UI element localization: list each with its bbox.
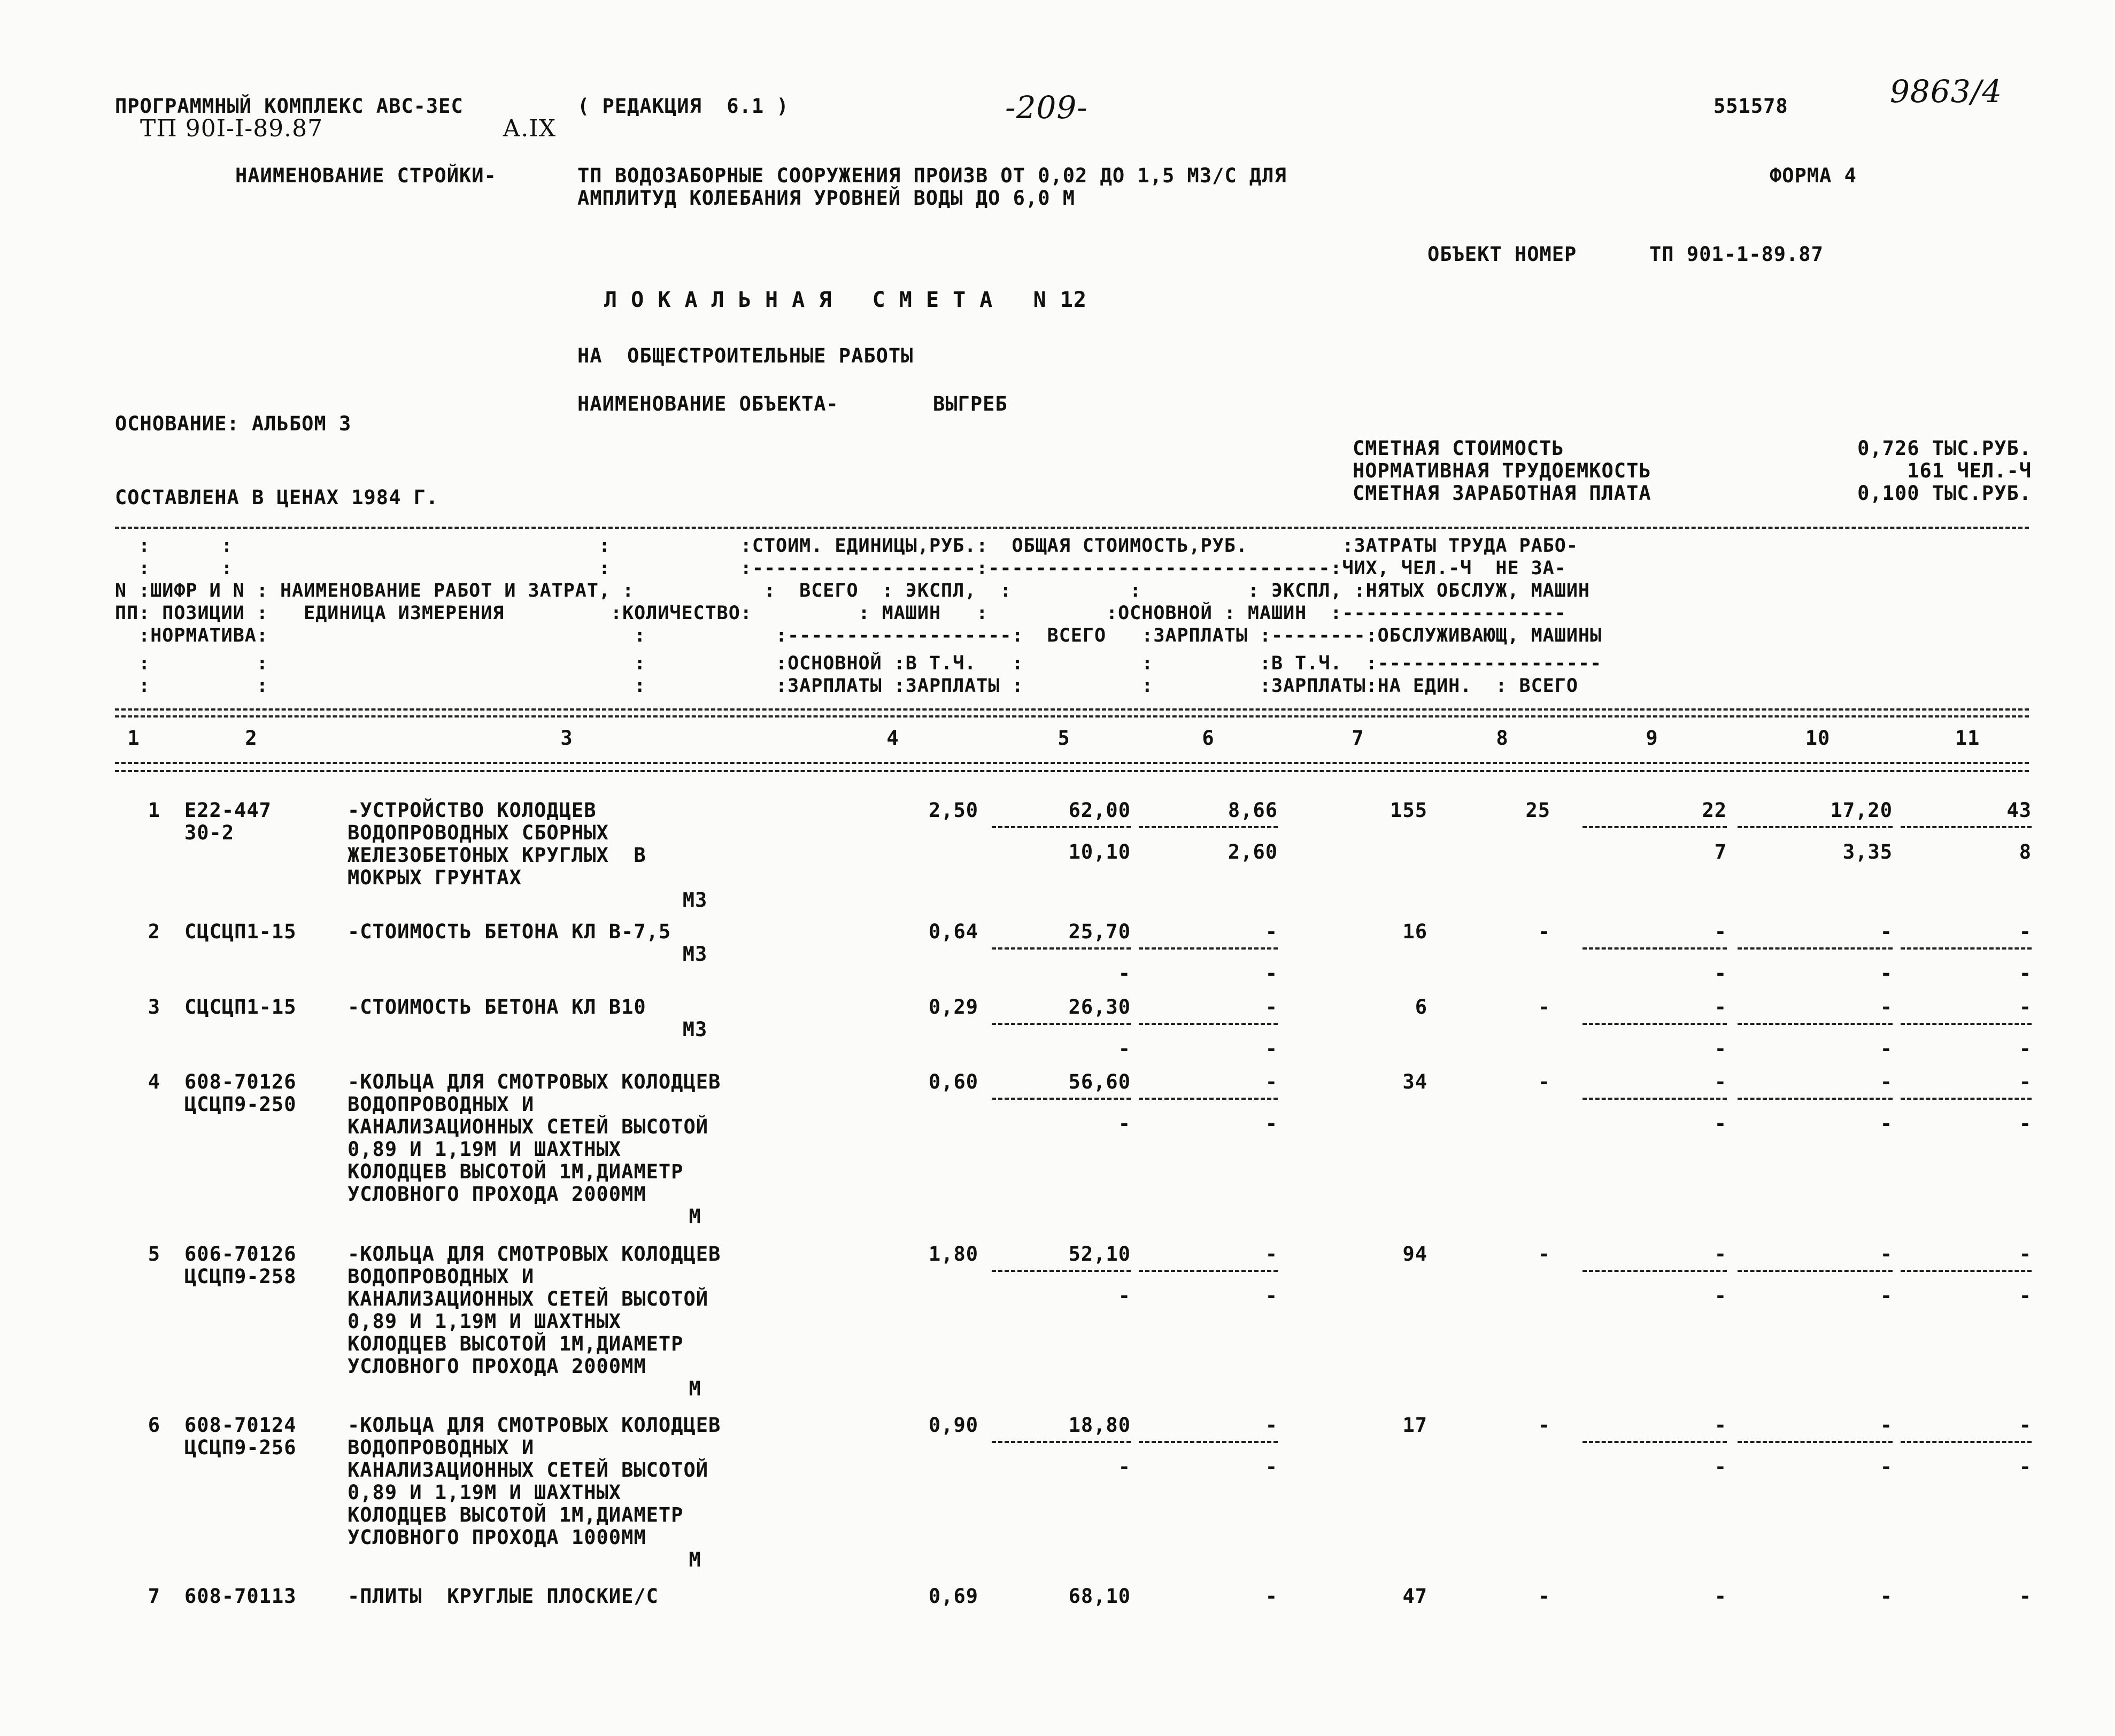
object-name: ВЫГРЕБ	[933, 392, 1008, 415]
work-name-line: МОКРЫХ ГРУНТАХ	[348, 866, 522, 889]
column-number: 6	[1202, 727, 1215, 750]
qty-value: 1,80	[928, 1243, 978, 1266]
summary-label: СМЕТНАЯ СТОИМОСТЬ	[1353, 437, 1564, 460]
fraction-rule	[1901, 1270, 2032, 1272]
position-code: СЦСЦП1-15	[184, 996, 297, 1019]
fraction-rule	[1583, 1441, 1727, 1443]
construction-label: НАИМЕНОВАНИЕ СТРОЙКИ-	[235, 164, 497, 187]
document-subtitle: НА ОБЩЕСТРОИТЕЛЬНЫЕ РАБОТЫ	[577, 344, 914, 367]
fraction-rule	[1583, 1098, 1727, 1100]
column-number: 1	[127, 727, 140, 750]
labor-total-value: -	[2019, 1585, 2032, 1608]
header-rule	[115, 708, 2029, 711]
position-code: 608-70113	[184, 1585, 297, 1608]
unit-mach-value: -	[1265, 1585, 1278, 1608]
unit-mach-value: 8,66	[1228, 799, 1278, 822]
row-number: 7	[148, 1585, 160, 1608]
labor-total-value: -	[2019, 1070, 2032, 1093]
fraction-rule	[1139, 1098, 1278, 1100]
unit-total-value: 26,30	[1068, 996, 1131, 1019]
fraction-rule	[992, 1098, 1131, 1100]
unit-total-value: 62,00	[1068, 799, 1131, 822]
unit-of-measure: М3	[682, 943, 708, 966]
header-line: N :ШИФР И N : НАИМЕНОВАНИЕ РАБОТ И ЗАТРАТ, : : ВСЕГО : ЭКСПЛ, : : : ЭКСПЛ, :НЯТЫХ ОБСЛУЖ, МАШИН	[115, 580, 1590, 601]
unit-wage-value: 10,10	[1068, 840, 1131, 863]
mach-wage-value: -	[1714, 1284, 1727, 1307]
wage-value: -	[1538, 920, 1550, 943]
total-value: 6	[1415, 996, 1427, 1019]
form-label: ФОРМА 4	[1770, 164, 1857, 187]
construction-line2: АМПЛИТУД КОЛЕБАНИЯ УРОВНЕЙ ВОДЫ ДО 6,0 М	[577, 187, 1076, 210]
work-name-line: УСЛОВНОГО ПРОХОДА 2000ММ	[348, 1183, 646, 1206]
fraction-rule	[992, 1441, 1131, 1443]
labor-total2-value: -	[2019, 1455, 2032, 1478]
position-code: 608-70126	[184, 1070, 297, 1093]
labor-unit-value: 17,20	[1830, 799, 1893, 822]
column-number: 9	[1646, 727, 1658, 750]
total-value: 34	[1402, 1070, 1427, 1093]
mach-value: -	[1714, 1414, 1727, 1437]
unit-of-measure: М3	[682, 889, 708, 912]
labor-total2-value: 8	[2019, 840, 2032, 863]
row-number: 4	[148, 1070, 160, 1093]
qty-value: 0,90	[928, 1414, 978, 1437]
object-label: ОБЪЕКТ НОМЕР	[1427, 243, 1577, 266]
position-code: 606-70126	[184, 1243, 297, 1266]
labor-total2-value: -	[2019, 962, 2032, 985]
total-value: 17	[1402, 1414, 1427, 1437]
mach-value: -	[1714, 1585, 1727, 1608]
labor-unit2-value: -	[1880, 962, 1893, 985]
work-name-line: -КОЛЬЦА ДЛЯ СМОТРОВЫХ КОЛОДЦЕВ	[348, 1070, 721, 1093]
total-value: 16	[1402, 920, 1427, 943]
columns-rule	[115, 770, 2029, 772]
qty-value: 2,50	[928, 799, 978, 822]
prices-basis: СОСТАВЛЕНА В ЦЕНАХ 1984 Г.	[115, 486, 439, 509]
column-number: 7	[1352, 727, 1364, 750]
unit-mach-wage-value: -	[1265, 1112, 1278, 1135]
fraction-rule	[1139, 1023, 1278, 1025]
fraction-rule	[1583, 826, 1727, 828]
fraction-rule	[1139, 947, 1278, 950]
position-code: 30-2	[184, 821, 235, 844]
labor-total-value: -	[2019, 996, 2032, 1019]
row-number: 5	[148, 1243, 160, 1266]
header-line: : : : :ЗАРПЛАТЫ :ЗАРПЛАТЫ : : :ЗАРПЛАТЫ:НА ЕДИН. : ВСЕГО	[115, 675, 1578, 697]
unit-mach-value: -	[1265, 1243, 1278, 1266]
unit-wage-value: -	[1118, 962, 1131, 985]
document-title: Л О К А Л Ь Н А Я С М Е Т А N 12	[604, 288, 1087, 312]
unit-total-value: 68,10	[1068, 1585, 1131, 1608]
fraction-rule	[992, 1270, 1131, 1272]
unit-wage-value: -	[1118, 1284, 1131, 1307]
wage-value: -	[1538, 996, 1550, 1019]
unit-mach-value: -	[1265, 1414, 1278, 1437]
unit-of-measure: М3	[682, 1018, 708, 1041]
object-number: ТП 901-1-89.87	[1649, 243, 1824, 266]
fraction-rule	[1738, 947, 1893, 950]
row-number: 3	[148, 996, 160, 1019]
total-value: 47	[1402, 1585, 1427, 1608]
mach-wage-value: -	[1714, 1112, 1727, 1135]
work-name-line: КАНАЛИЗАЦИОННЫХ СЕТЕЙ ВЫСОТОЙ	[348, 1287, 709, 1310]
labor-unit2-value: 3,35	[1842, 840, 1893, 863]
wage-value: -	[1538, 1414, 1550, 1437]
unit-wage-value: -	[1118, 1455, 1131, 1478]
mach-wage-value: -	[1714, 1455, 1727, 1478]
unit-mach-wage-value: -	[1265, 1455, 1278, 1478]
position-code: ЦСЦП9-250	[184, 1093, 297, 1116]
unit-total-value: 56,60	[1068, 1070, 1131, 1093]
position-code: ЦСЦП9-256	[184, 1436, 297, 1459]
labor-total-value: -	[2019, 1414, 2032, 1437]
work-name-line: КАНАЛИЗАЦИОННЫХ СЕТЕЙ ВЫСОТОЙ	[348, 1459, 709, 1482]
sheet-ref: 9863/4	[1890, 73, 2003, 110]
row-number: 2	[148, 920, 160, 943]
album-ref: А.IX	[503, 115, 557, 142]
header-line: : : : :ОСНОВНОЙ :В Т.Ч. : : :В Т.Ч. :-------------------	[115, 653, 1602, 674]
labor-unit2-value: -	[1880, 1037, 1893, 1060]
position-code: Е22-447	[184, 799, 272, 822]
unit-mach-value: -	[1265, 996, 1278, 1019]
mach-value: -	[1714, 1243, 1727, 1266]
labor-total2-value: -	[2019, 1112, 2032, 1135]
fraction-rule	[1901, 1441, 2032, 1443]
work-name-line: -СТОИМОСТЬ БЕТОНА КЛ В10	[348, 996, 646, 1019]
fraction-rule	[1901, 826, 2032, 828]
unit-wage-value: -	[1118, 1037, 1131, 1060]
total-value: 94	[1402, 1243, 1427, 1266]
fraction-rule	[1738, 1441, 1893, 1443]
program-line1: ПРОГРАММНЫЙ КОМПЛЕКС АВС-3ЕС	[115, 95, 464, 118]
column-number: 5	[1058, 727, 1070, 750]
mach-value: -	[1714, 1070, 1727, 1093]
construction-line1: ТП ВОДОЗАБОРНЫЕ СООРУЖЕНИЯ ПРОИЗВ ОТ 0,02 ДО 1,5 М3/С ДЛЯ	[577, 164, 1287, 187]
unit-mach-value: -	[1265, 920, 1278, 943]
fraction-rule	[1139, 1441, 1278, 1443]
fraction-rule	[1738, 1270, 1893, 1272]
work-name-line: КОЛОДЦЕВ ВЫСОТОЙ 1М,ДИАМЕТР	[348, 1160, 684, 1183]
work-name-line: КОЛОДЦЕВ ВЫСОТОЙ 1М,ДИАМЕТР	[348, 1332, 684, 1355]
work-name-line: -УСТРОЙСТВО КОЛОДЦЕВ	[348, 799, 597, 822]
fraction-rule	[992, 826, 1131, 828]
unit-total-value: 52,10	[1068, 1243, 1131, 1266]
fraction-rule	[1583, 1270, 1727, 1272]
mach-value: 22	[1702, 799, 1727, 822]
unit-mach-wage-value: 2,60	[1228, 840, 1278, 863]
fraction-rule	[1738, 1098, 1893, 1100]
fraction-rule	[1901, 947, 2032, 950]
fraction-rule	[1738, 1023, 1893, 1025]
row-number: 1	[148, 799, 160, 822]
fraction-rule	[1901, 1098, 2032, 1100]
column-number: 8	[1496, 727, 1509, 750]
qty-value: 0,29	[928, 996, 978, 1019]
work-name-line: -КОЛЬЦА ДЛЯ СМОТРОВЫХ КОЛОДЦЕВ	[348, 1414, 721, 1437]
columns-rule	[115, 762, 2029, 764]
fraction-rule	[1139, 1270, 1278, 1272]
wage-value: -	[1538, 1070, 1550, 1093]
header-rule	[115, 715, 2029, 717]
work-name-line: ВОДОПРОВОДНЫХ И	[348, 1093, 535, 1116]
unit-mach-wage-value: -	[1265, 962, 1278, 985]
mach-wage-value: 7	[1714, 840, 1727, 863]
header-line: : : : :СТОИМ. ЕДИНИЦЫ,РУБ.: ОБЩАЯ СТОИМОСТЬ,РУБ. :ЗАТРАТЫ ТРУДА РАБО-	[115, 535, 1578, 557]
work-name-line: 0,89 И 1,19М И ШАХТНЫХ	[348, 1310, 622, 1333]
summary-label: НОРМАТИВНАЯ ТРУДОЕМКОСТЬ	[1353, 459, 1651, 482]
work-name-line: УСЛОВНОГО ПРОХОДА 2000ММ	[348, 1355, 646, 1378]
unit-total-value: 18,80	[1068, 1414, 1131, 1437]
qty-value: 0,69	[928, 1585, 978, 1608]
work-name-line: ВОДОПРОВОДНЫХ И	[348, 1265, 535, 1288]
row-number: 6	[148, 1414, 160, 1437]
unit-of-measure: М	[689, 1548, 701, 1571]
column-number: 2	[245, 727, 258, 750]
work-name-line: -КОЛЬЦА ДЛЯ СМОТРОВЫХ КОЛОДЦЕВ	[348, 1243, 721, 1266]
work-name-line: -ПЛИТЫ КРУГЛЫЕ ПЛОСКИЕ/С	[348, 1585, 659, 1608]
table-top-rule	[115, 527, 2029, 529]
edition: ( РЕДАКЦИЯ 6.1 )	[577, 95, 789, 118]
position-code: ЦСЦП9-258	[184, 1265, 297, 1288]
total-value: 155	[1390, 799, 1427, 822]
fraction-rule	[1139, 826, 1278, 828]
basis: ОСНОВАНИЕ: АЛЬБОМ 3	[115, 412, 352, 435]
labor-unit2-value: -	[1880, 1455, 1893, 1478]
unit-total-value: 25,70	[1068, 920, 1131, 943]
unit-of-measure: М	[689, 1377, 701, 1400]
fraction-rule	[1583, 1023, 1727, 1025]
object-name-label: НАИМЕНОВАНИЕ ОБЪЕКТА-	[577, 392, 839, 415]
fraction-rule	[1583, 947, 1727, 950]
column-number: 10	[1805, 727, 1831, 750]
work-name-line: КАНАЛИЗАЦИОННЫХ СЕТЕЙ ВЫСОТОЙ	[348, 1115, 709, 1138]
mach-wage-value: -	[1714, 1037, 1727, 1060]
page-number: -209-	[1005, 89, 1088, 126]
position-code: СЦСЦП1-15	[184, 920, 297, 943]
labor-unit-value: -	[1880, 1585, 1893, 1608]
labor-unit-value: -	[1880, 1070, 1893, 1093]
work-name-line: 0,89 И 1,19М И ШАХТНЫХ	[348, 1481, 622, 1504]
program-line2: ТП 90I-I-89.87	[140, 115, 323, 142]
labor-total2-value: -	[2019, 1037, 2032, 1060]
mach-wage-value: -	[1714, 962, 1727, 985]
labor-total-value: -	[2019, 920, 2032, 943]
doc-code: 551578	[1713, 95, 1788, 118]
labor-unit-value: -	[1880, 1243, 1893, 1266]
labor-total-value: -	[2019, 1243, 2032, 1266]
unit-wage-value: -	[1118, 1112, 1131, 1135]
fraction-rule	[1901, 1023, 2032, 1025]
summary-value: 161 ЧЕЛ.-Ч	[1907, 459, 2032, 482]
fraction-rule	[992, 1023, 1131, 1025]
fraction-rule	[992, 947, 1131, 950]
summary-value: 0,100 ТЫС.РУБ.	[1857, 482, 2032, 505]
work-name-line: УСЛОВНОГО ПРОХОДА 1000ММ	[348, 1526, 646, 1549]
wage-value: 25	[1525, 799, 1550, 822]
unit-mach-value: -	[1265, 1070, 1278, 1093]
summary-value: 0,726 ТЫС.РУБ.	[1857, 437, 2032, 460]
mach-value: -	[1714, 996, 1727, 1019]
header-line: : : : :-------------------:-----------------------------:ЧИХ, ЧЕЛ.-Ч НЕ ЗА-	[115, 558, 1566, 579]
summary-label: СМЕТНАЯ ЗАРАБОТНАЯ ПЛАТА	[1353, 482, 1651, 505]
mach-value: -	[1714, 920, 1727, 943]
work-name-line: 0,89 И 1,19М И ШАХТНЫХ	[348, 1138, 622, 1161]
qty-value: 0,64	[928, 920, 978, 943]
work-name-line: КОЛОДЦЕВ ВЫСОТОЙ 1М,ДИАМЕТР	[348, 1503, 684, 1526]
work-name-line: ВОДОПРОВОДНЫХ И	[348, 1436, 535, 1459]
column-number: 4	[886, 727, 899, 750]
column-number: 11	[1955, 727, 1980, 750]
work-name-line: ВОДОПРОВОДНЫХ СБОРНЫХ	[348, 821, 609, 844]
labor-unit-value: -	[1880, 996, 1893, 1019]
position-code: 608-70124	[184, 1414, 297, 1437]
unit-mach-wage-value: -	[1265, 1284, 1278, 1307]
unit-mach-wage-value: -	[1265, 1037, 1278, 1060]
labor-total-value: 43	[2006, 799, 2032, 822]
header-line: :НОРМАТИВА: : :-------------------: ВСЕГО :ЗАРПЛАТЫ :--------:ОБСЛУЖИВАЮЩ, МАШИНЫ	[115, 625, 1602, 646]
qty-value: 0,60	[928, 1070, 978, 1093]
wage-value: -	[1538, 1243, 1550, 1266]
work-name-line: -СТОИМОСТЬ БЕТОНА КЛ В-7,5	[348, 920, 671, 943]
header-line: ПП: ПОЗИЦИИ : ЕДИНИЦА ИЗМЕРЕНИЯ :КОЛИЧЕСТВО: : МАШИН : :ОСНОВНОЙ : МАШИН :-------------------	[115, 603, 1566, 624]
labor-unit-value: -	[1880, 1414, 1893, 1437]
work-name-line: ЖЕЛЕЗОБЕТОНЫХ КРУГЛЫХ В	[348, 844, 646, 867]
wage-value: -	[1538, 1585, 1550, 1608]
column-number: 3	[560, 727, 573, 750]
fraction-rule	[1738, 826, 1893, 828]
labor-unit-value: -	[1880, 920, 1893, 943]
labor-total2-value: -	[2019, 1284, 2032, 1307]
unit-of-measure: М	[689, 1205, 701, 1228]
labor-unit2-value: -	[1880, 1112, 1893, 1135]
labor-unit2-value: -	[1880, 1284, 1893, 1307]
